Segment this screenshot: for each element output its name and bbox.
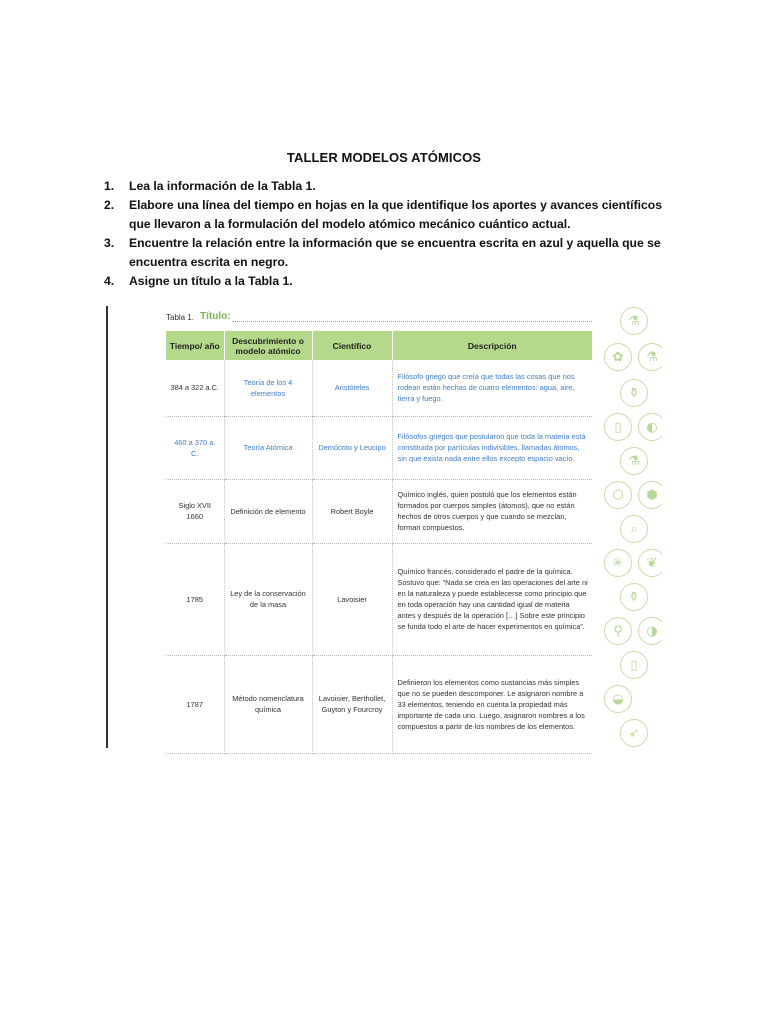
instruction-item: [104, 177, 664, 196]
instruction-list: [104, 177, 664, 291]
instruction-number: 1.: [104, 179, 115, 193]
cell-description: Definieron los elementos como sustancias más simples que no se pueden descomponer. Le asignaron nombre a 33 elementos, teniendo en cuenta la propiedad más importante de cada uno. Luego, asignaron nombres a los compuestos a partir de los nombres de los elementos.: [392, 655, 592, 753]
table-title-label: Título:: [200, 311, 231, 322]
atom-icon: ✳: [604, 549, 632, 577]
instruction-text: Asigne un título a la Tabla 1.: [129, 274, 293, 288]
instruction-number: 2.: [104, 198, 115, 212]
table-caption: [166, 311, 592, 325]
beaker-icon: ⚗: [620, 447, 648, 475]
decorative-icon-column: [602, 303, 662, 753]
instruction-item: [104, 272, 664, 291]
table-row: [166, 360, 592, 416]
cell-time: Siglo XVII 1660: [166, 479, 224, 543]
leaf-icon: ❦: [638, 549, 662, 577]
cell-scientist: Robert Boyle: [312, 479, 392, 543]
cell-discovery: Teoría Atómica: [224, 416, 312, 479]
erlenmeyer-icon: ⚱: [620, 583, 648, 611]
title-blank-line: [232, 321, 592, 322]
microscope-icon: ⌕: [620, 515, 648, 543]
instruction-item: [104, 196, 664, 234]
vial-icon: ◐: [638, 413, 662, 441]
erlenmeyer-icon: ⚱: [620, 379, 648, 407]
cell-description: Filósofo griego que creía que todas las cosas que nos rodean están hechas de cuatro elementos: agua, aire, tierra y fuego.: [392, 360, 592, 416]
instruction-number: 4.: [104, 274, 115, 288]
instruction-text: Lea la información de la Tabla 1.: [129, 179, 316, 193]
cell-discovery: Método nomenclatura química: [224, 655, 312, 753]
cell-scientist: Lavoisier: [312, 543, 392, 655]
cell-time: 460 a 370 a. C.: [166, 416, 224, 479]
cell-discovery: Teoría de los 4 elementos: [224, 360, 312, 416]
frog-icon: ✿: [604, 343, 632, 371]
table-row: [166, 479, 592, 543]
cell-description: Químico francés, considerado el padre de la química. Sostuvo que: “Nada se crea en las operaciones del arte ni en la naturaleza y puede establecerse como principio que en toda operación hay una cantidad igual de materia antes y después de la operación […] Sobre este principio se funda todo el arte de hacer experimentos en química”.: [392, 543, 592, 655]
magnifier-icon: ⚲: [604, 617, 632, 645]
molecule-icon: ⬢: [638, 481, 662, 509]
document-title: TALLER MODELOS ATÓMICOS: [286, 150, 482, 165]
header-discovery: Descubrimiento o modelo atómico: [224, 331, 312, 360]
atomic-models-table: [166, 331, 592, 754]
instruction-number: 3.: [104, 236, 115, 250]
header-time: Tiempo/ año: [166, 331, 224, 360]
cell-time: 384 a 322 a.C.: [166, 360, 224, 416]
cell-scientist: Aristóteles: [312, 360, 392, 416]
header-scientist: Científico: [312, 331, 392, 360]
header-description: Descripción: [392, 331, 592, 360]
cell-description: Químico inglés, quien postuló que los elementos están formados por cuerpos simples (átomos), que no están hechos de otros cuerpos y que cuando se mezclan, forman compuestos.: [392, 479, 592, 543]
table-header-row: [166, 331, 592, 360]
cell-discovery: Ley de la conservación de la masa: [224, 543, 312, 655]
table-row: [166, 416, 592, 479]
bird-icon: ➶: [620, 719, 648, 747]
cell-time: 1787: [166, 655, 224, 753]
vial-icon: ◒: [604, 685, 632, 713]
table-row: [166, 655, 592, 753]
beaker-icon: ⚗: [638, 343, 662, 371]
molecule-icon: ⬡: [604, 481, 632, 509]
table-number: Tabla 1.: [166, 313, 195, 322]
test-tube-icon: ▯: [604, 413, 632, 441]
left-margin-rule: [106, 306, 108, 748]
vial-icon: ◑: [638, 617, 662, 645]
instruction-text: Elabore una línea del tiempo en hojas en la que identifique los aportes y avances científicos que llevaron a la formulación del modelo atómico mecánico cuántico actual.: [129, 198, 663, 231]
instruction-item: [104, 234, 664, 272]
cell-description: Filósofos griegos que postularon que toda la materia está constituida por partículas indivisibles, llamadas átomos, sin que exista nada entre ellos excepto espacio vacío.: [392, 416, 592, 479]
instruction-text: Encuentre la relación entre la información que se encuentra escrita en azul y aquella que se encuentra escrita en negro.: [129, 236, 661, 269]
cell-discovery: Definición de elemento: [224, 479, 312, 543]
flask-icon: ⚗: [620, 307, 648, 335]
cell-time: 1785: [166, 543, 224, 655]
cell-scientist: Lavoisier, Berthollet, Guyton y Fourcroy: [312, 655, 392, 753]
test-tube-icon: ▯: [620, 651, 648, 679]
table-row: [166, 543, 592, 655]
cell-scientist: Demócrito y Leucipo: [312, 416, 392, 479]
